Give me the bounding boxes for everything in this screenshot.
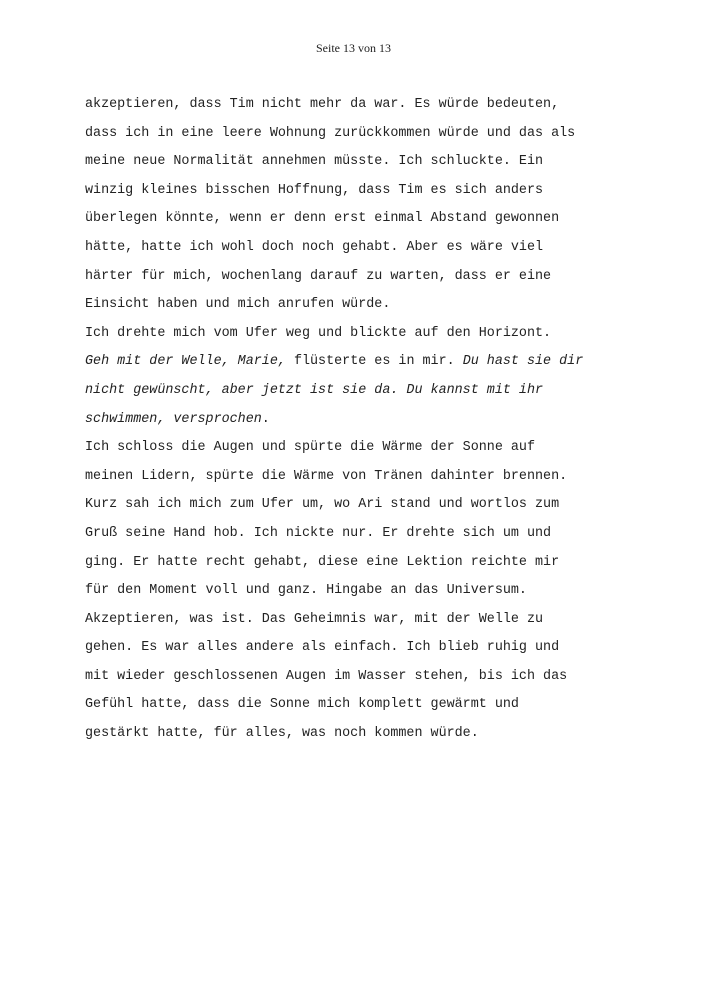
- text-segment: Einsicht haben und mich anrufen würde.: [85, 297, 391, 313]
- text-line: [85, 691, 645, 720]
- text-line: [85, 263, 645, 292]
- text-line: [85, 406, 645, 435]
- text-line: [85, 577, 645, 606]
- text-line: [85, 463, 645, 492]
- text-line: [85, 606, 645, 635]
- text-segment: Gefühl hatte, dass die Sonne mich komplett gewärmt und: [85, 697, 519, 713]
- text-segment: gehen. Es war alles andere als einfach. Ich blieb ruhig und: [85, 640, 560, 656]
- text-segment: mit wieder geschlossenen Augen im Wasser stehen, bis ich das: [85, 668, 568, 684]
- italic-text-segment: Geh mit der Welle, Marie,: [85, 354, 286, 370]
- text-line: [85, 291, 645, 320]
- text-line: [85, 120, 645, 149]
- text-line: [85, 348, 645, 377]
- text-line: [85, 91, 645, 120]
- text-segment: gestärkt hatte, für alles, was noch kommen würde.: [85, 726, 479, 742]
- text-segment: ging. Er hatte recht gehabt, diese eine Lektion reichte mir: [85, 554, 560, 570]
- text-segment: flüsterte es in mir.: [285, 354, 463, 370]
- text-line: [85, 377, 645, 406]
- text-segment: Akzeptieren, was ist. Das Geheimnis war, mit der Welle zu: [85, 611, 544, 627]
- page-number-header: Seite 13 von 13: [316, 41, 391, 55]
- text-segment: Ich schloss die Augen und spürte die Wärme der Sonne auf: [85, 440, 535, 456]
- text-segment: überlegen könnte, wenn er denn erst einmal Abstand gewonnen: [85, 211, 560, 227]
- text-segment: akzeptieren, dass Tim nicht mehr da war. Es würde bedeuten,: [85, 97, 560, 112]
- text-segment: meine neue Normalität annehmen müsste. Ich schluckte. Ein: [85, 154, 544, 170]
- text-line: [85, 634, 645, 663]
- text-segment: für den Moment voll und ganz. Hingabe an das Universum.: [85, 583, 527, 599]
- text-segment: hätte, hatte ich wohl doch noch gehabt. Aber es wäre viel: [85, 239, 544, 255]
- text-line: [85, 549, 645, 578]
- text-line: [85, 434, 645, 463]
- text-segment: meinen Lidern, spürte die Wärme von Tränen dahinter brennen.: [85, 468, 568, 484]
- text-line: [85, 205, 645, 234]
- text-segment: Kurz sah ich mich zum Ufer um, wo Ari stand und wortlos zum: [85, 497, 560, 513]
- text-line: [85, 663, 645, 692]
- text-line: [85, 491, 645, 520]
- body-text: [85, 91, 645, 749]
- text-line: [85, 520, 645, 549]
- italic-text-segment: schwimmen, versprochen: [85, 411, 262, 427]
- text-line: [85, 720, 645, 749]
- text-segment: Ich drehte mich vom Ufer weg und blickte auf den Horizont.: [85, 325, 552, 341]
- text-segment: härter für mich, wochenlang darauf zu warten, dass er eine: [85, 268, 552, 284]
- text-line: [85, 177, 645, 206]
- italic-text-segment: Du hast sie dir: [462, 354, 584, 370]
- text-segment: winzig kleines bisschen Hoffnung, dass Tim es sich anders: [85, 182, 544, 198]
- text-segment: Gruß seine Hand hob. Ich nickte nur. Er drehte sich um und: [85, 525, 552, 541]
- text-segment: dass ich in eine leere Wohnung zurückkommen würde und das als: [85, 125, 576, 141]
- text-line: [85, 320, 645, 349]
- text-segment: .: [261, 411, 270, 427]
- text-line: [85, 148, 645, 177]
- text-line: [85, 234, 645, 263]
- italic-text-segment: nicht gewünscht, aber jetzt ist sie da. Du kannst mit ihr: [85, 382, 544, 398]
